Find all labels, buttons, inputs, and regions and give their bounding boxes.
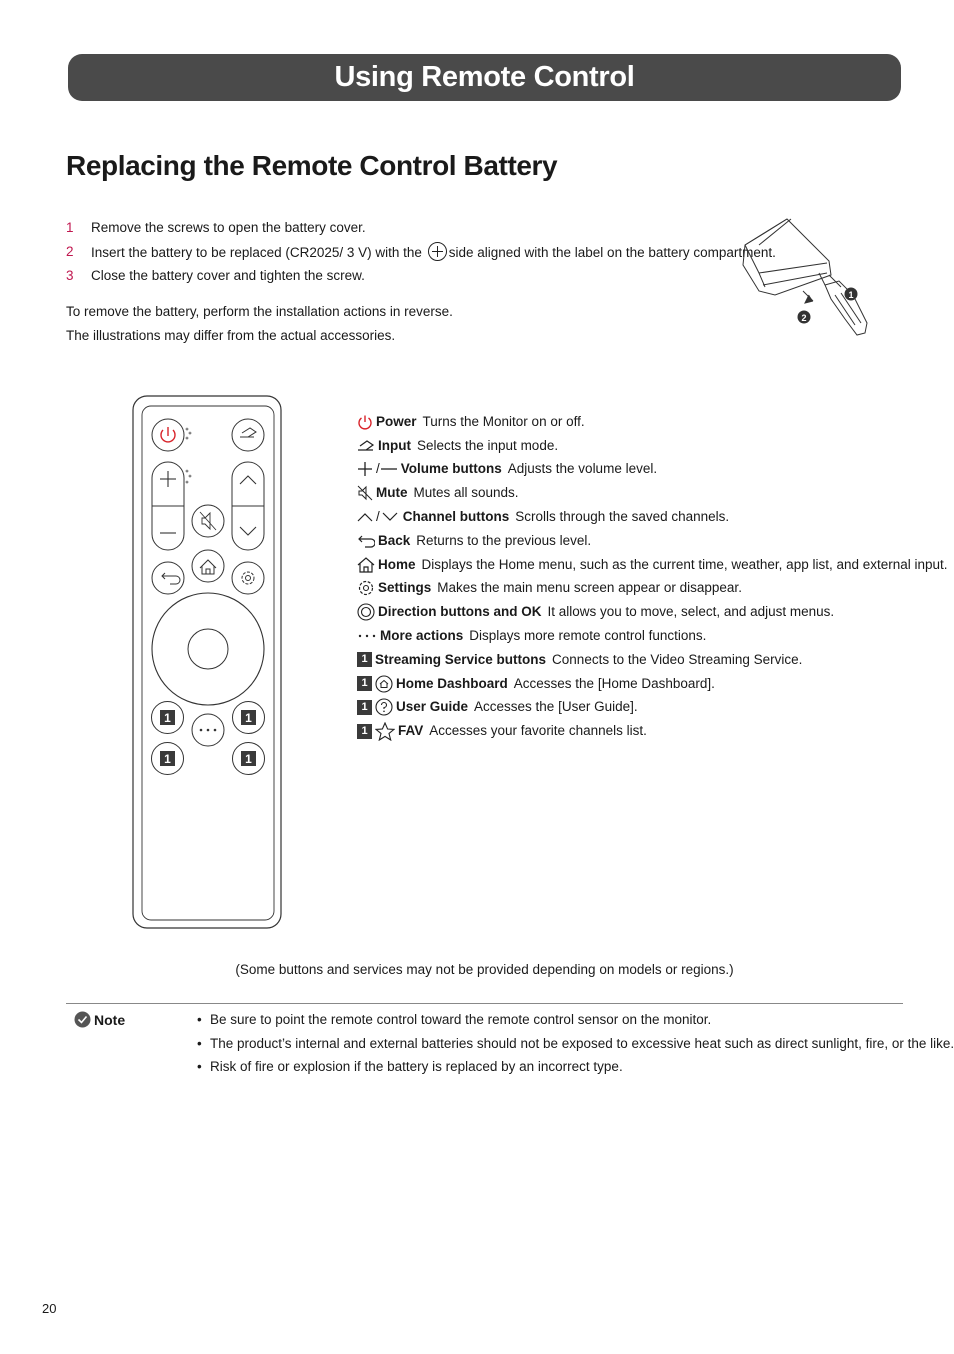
desc-text: Displays more remote control functions. [469, 628, 707, 644]
page-number: 20 [42, 1301, 57, 1316]
desc-label: Channel buttons [402, 509, 510, 525]
step-text: Remove the screws to open the battery cover. [91, 220, 366, 235]
step-text-before: Insert the battery to be replaced (CR2025/ 3 V) with the [91, 245, 422, 260]
remote-key-label: 1 [164, 711, 171, 725]
desc-label: More actions [380, 628, 464, 644]
desc-label: Mute [376, 485, 408, 501]
bullet: • [197, 1059, 202, 1074]
note-item [197, 1009, 954, 1033]
illustration-disclaimer: The illustrations may differ from the actual accessories. [66, 328, 396, 343]
desc-text: Turns the Monitor on or off. [422, 413, 585, 429]
star-icon [375, 722, 395, 741]
desc-text: Scrolls through the saved channels. [515, 509, 730, 525]
note-item [197, 1056, 954, 1080]
desc-text: Accesses your favorite channels list. [429, 723, 647, 739]
channel-down-icon [380, 511, 400, 523]
note-label: Note [94, 1011, 126, 1028]
bullet: • [197, 1012, 202, 1027]
desc-label: Home Dashboard [396, 675, 508, 691]
remote-key-label: 1 [164, 752, 171, 766]
mute-icon [357, 485, 373, 501]
direction-ok-icon [357, 603, 375, 621]
desc-label: Volume buttons [400, 461, 502, 477]
desc-power [357, 410, 948, 434]
remove-instructions: To remove the battery, perform the installation actions in reverse. [66, 304, 453, 319]
step-text [91, 242, 776, 263]
more-actions-icon [357, 632, 377, 640]
desc-label: User Guide [396, 699, 469, 715]
note-divider [66, 1003, 903, 1004]
home-dashboard-icon [375, 675, 393, 693]
desc-streaming [357, 648, 948, 672]
desc-channel [357, 505, 948, 529]
note-text: The product’s internal and external batteries should not be exposed to excessive heat such as direct sunlight, fire, or the like. [210, 1035, 954, 1051]
number-key-icon: 1 [357, 700, 372, 715]
desc-more-actions [357, 624, 948, 648]
desc-text: It allows you to move, select, and adjust menus. [547, 604, 835, 620]
note-list [197, 1009, 954, 1080]
note-text: Risk of fire or explosion if the battery is replaced by an incorrect type. [210, 1059, 623, 1074]
number-key-icon: 1 [357, 724, 372, 739]
chapter-title: Using Remote Control [334, 61, 635, 93]
volume-down-icon [380, 461, 398, 477]
desc-home [357, 553, 948, 577]
number-key-icon: 1 [357, 652, 372, 667]
power-icon [357, 414, 373, 430]
desc-separator: / [376, 509, 380, 525]
button-descriptions [357, 410, 948, 743]
desc-label: Home [378, 556, 416, 572]
check-icon [74, 1011, 91, 1028]
desc-label: Direction buttons and OK [378, 604, 542, 620]
home-icon [357, 557, 375, 573]
desc-label: Streaming Service buttons [375, 651, 547, 667]
battery-replacement-illustration [735, 215, 875, 345]
chapter-banner [68, 54, 901, 101]
callout-1-label: 1 [848, 290, 854, 300]
step-number: 2 [66, 244, 74, 259]
desc-separator: / [376, 461, 380, 477]
step-text-after: side aligned with the label on the battery compartment. [448, 245, 776, 260]
desc-text: Adjusts the volume level. [507, 461, 658, 477]
remote-key-label: 1 [245, 711, 252, 725]
input-icon [357, 439, 375, 453]
desc-home-dashboard [357, 672, 948, 696]
question-icon [375, 698, 393, 716]
back-icon [357, 534, 375, 548]
plus-circle-icon [428, 242, 447, 261]
desc-text: Accesses the [Home Dashboard]. [513, 675, 715, 691]
note-heading [74, 1011, 125, 1028]
section-title: Replacing the Remote Control Battery [66, 150, 558, 181]
note-item [197, 1033, 954, 1057]
desc-text: Displays the Home menu, such as the current time, weather, app list, and external input. [421, 556, 948, 572]
desc-back [357, 529, 948, 553]
desc-input [357, 434, 948, 458]
volume-up-icon [357, 461, 373, 477]
callout-2-label: 2 [801, 313, 807, 323]
desc-text: Mutes all sounds. [413, 485, 519, 501]
desc-text: Makes the main menu screen appear or disappear. [437, 580, 742, 596]
desc-settings [357, 577, 948, 601]
desc-label: Power [376, 413, 417, 429]
desc-label: Back [378, 532, 411, 548]
channel-up-icon [357, 511, 373, 523]
remote-control-illustration [130, 394, 286, 934]
desc-label: Settings [378, 580, 432, 596]
desc-mute [357, 481, 948, 505]
remote-key-label: 1 [245, 752, 252, 766]
step-text: Close the battery cover and tighten the screw. [91, 268, 365, 283]
bullet: • [197, 1035, 202, 1051]
availability-footnote: (Some buttons and services may not be provided depending on models or regions.) [235, 962, 734, 977]
desc-label: FAV [398, 723, 424, 739]
step-number: 1 [66, 220, 74, 235]
desc-text: Connects to the Video Streaming Service. [552, 651, 803, 667]
desc-direction [357, 600, 948, 624]
desc-fav [357, 719, 948, 743]
step-number: 3 [66, 268, 74, 283]
note-text: Be sure to point the remote control toward the remote control sensor on the monitor. [210, 1012, 712, 1027]
desc-text: Accesses the [User Guide]. [474, 699, 638, 715]
gear-icon [357, 579, 375, 597]
number-key-icon: 1 [357, 676, 372, 691]
desc-user-guide [357, 696, 948, 720]
desc-volume [357, 458, 948, 482]
desc-text: Returns to the previous level. [416, 532, 592, 548]
desc-label: Input [378, 437, 411, 453]
desc-text: Selects the input mode. [417, 437, 559, 453]
